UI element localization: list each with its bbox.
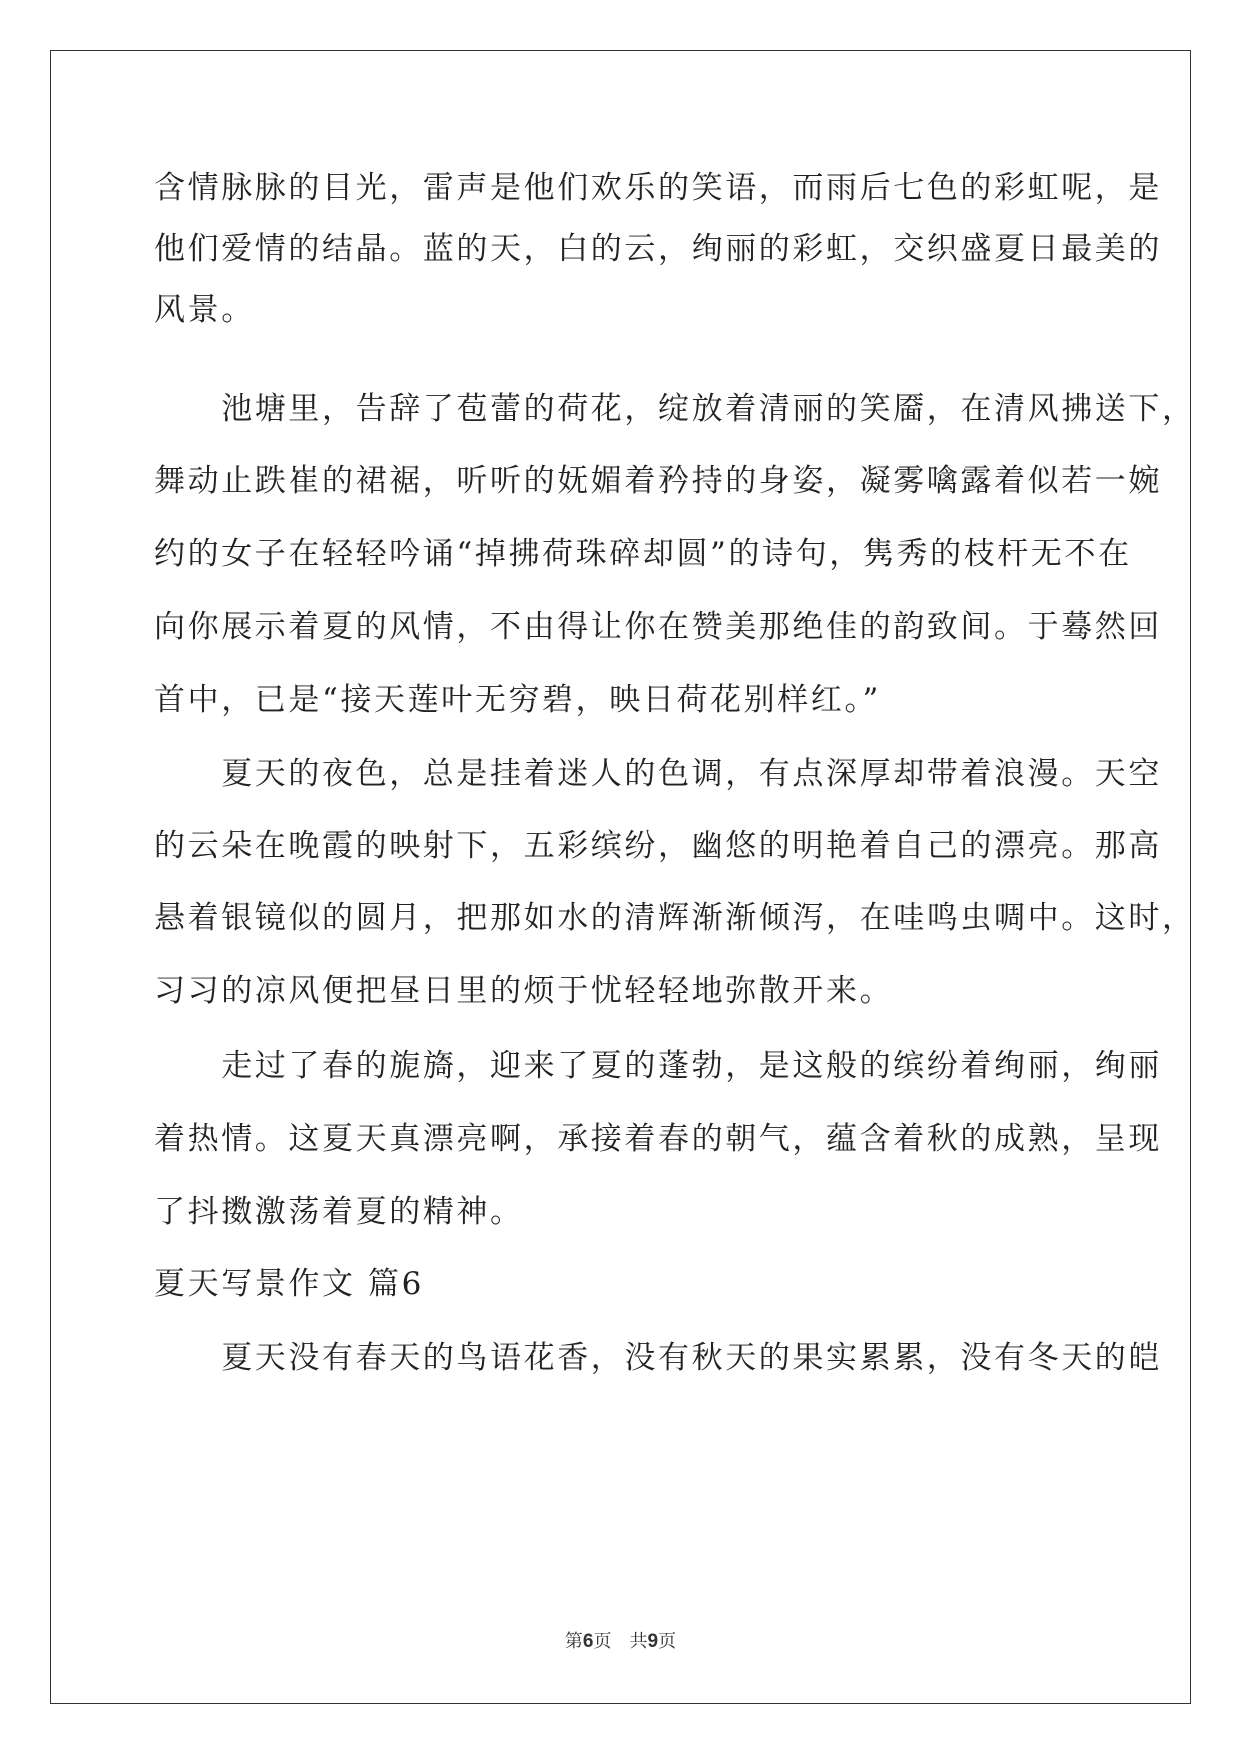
text-line: 了抖擞激荡着夏的精神。 (154, 1194, 524, 1230)
text-line: 的云朵在晚霞的映射下，五彩缤纷，幽悠的明艳着自己的漂亮。那高 (154, 828, 1162, 864)
footer-prefix: 第 (564, 1631, 583, 1652)
footer-mid: 页 共 (593, 1631, 648, 1652)
text-line: 悬着银镜似的圆月，把那如水的清辉渐渐倾泻，在哇鸣虫啁中。这时， (154, 900, 1196, 936)
text-line: 着热情。这夏天真漂亮啊，承接着春的朝气，蕴含着秋的成熟，呈现 (154, 1121, 1162, 1157)
page-footer (0, 1630, 1241, 1654)
text-line: 夏天的夜色，总是挂着迷人的色调，有点深厚却带着浪漫。天空 (154, 756, 1162, 792)
text-line: 风景。 (154, 292, 255, 328)
text-line: 首中，已是“接天莲叶无穷碧，映日荷花别样红。” (154, 682, 881, 718)
text-line: 向你展示着夏的风情，不由得让你在赞美那绝佳的韵致间。于蓦然回 (154, 609, 1162, 645)
text-line: 舞动止跌崔的裙裾，听听的妩媚着矜持的身姿，凝雾噙露着似若一婉 (154, 463, 1162, 499)
text-line: 约的女子在轻轻吟诵“掉拂荷珠碎却圆”的诗句，隽秀的枝杆无不在 (154, 536, 1132, 572)
text-line: 含情脉脉的目光，雷声是他们欢乐的笑语，而雨后七色的彩虹呢，是 (154, 170, 1162, 206)
text-line: 夏天没有春天的鸟语花香，没有秋天的果实累累，没有冬天的皑 (154, 1340, 1162, 1376)
footer-suffix: 页 (658, 1631, 677, 1652)
current-page-number: 6 (582, 1631, 594, 1652)
total-page-number: 9 (647, 1631, 659, 1652)
text-line: 习习的凉风便把昼日里的烦于忧轻轻地弥散开来。 (154, 973, 894, 1009)
text-line: 走过了春的旎旖，迎来了夏的蓬勃，是这般的缤纷着绚丽，绚丽 (154, 1048, 1162, 1084)
text-line: 池塘里，告辞了苞蕾的荷花，绽放着清丽的笑靥，在清风拂送下， (154, 391, 1196, 427)
section-heading: 夏天写景作文 篇6 (154, 1266, 424, 1302)
text-line: 他们爱情的结晶。蓝的天，白的云，绚丽的彩虹，交织盛夏日最美的 (154, 231, 1162, 267)
